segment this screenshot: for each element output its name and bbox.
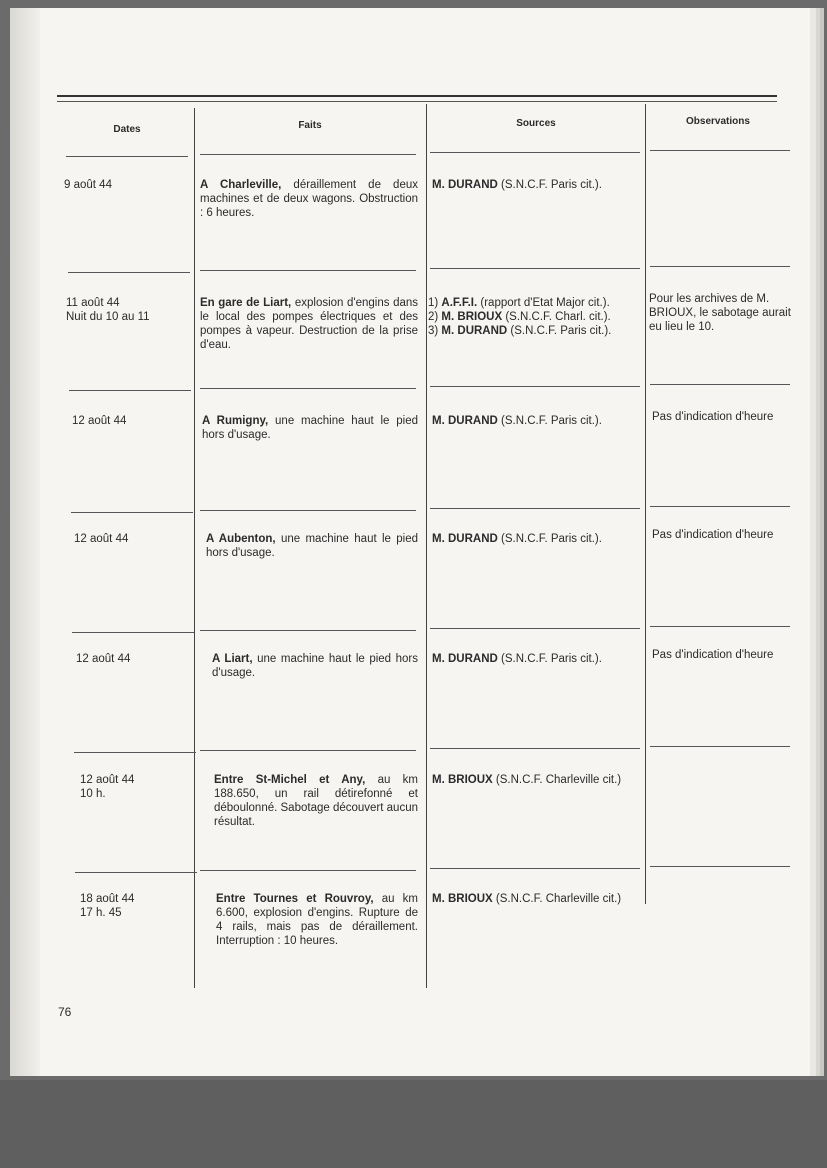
- row-separator: [200, 750, 416, 751]
- row-separator: [430, 508, 640, 509]
- row-separator: [74, 752, 196, 753]
- source-detail: (S.N.C.F. Paris cit.).: [497, 653, 602, 665]
- source-number: 1): [428, 297, 442, 309]
- fait-description: au km 6.600, explosion d'engins. Rupture de 4 rails, mais pas de déraillement. Interruption : 10 heures.: [216, 893, 418, 947]
- fait-description: explosion d'engins dans le local des pompes électriques et des pompes à vapeur. Destruction de la prise d'eau.: [200, 297, 419, 351]
- row-separator: [430, 868, 640, 869]
- row-separator: [650, 384, 790, 385]
- cell-date: [64, 178, 189, 192]
- fait-place: A Charleville,: [200, 179, 282, 191]
- row-separator: [650, 866, 790, 867]
- cell-observation: Pas d'indication d'heure: [652, 649, 774, 661]
- source-name: M. BRIOUX: [432, 893, 493, 905]
- cell-sources: [432, 532, 644, 546]
- row-separator: [650, 746, 790, 747]
- source-detail: (S.N.C.F. Paris cit.).: [497, 533, 602, 545]
- fait-place: En gare de Liart,: [200, 297, 292, 309]
- date-line: 12 août 44: [72, 415, 127, 427]
- cell-observation: Pas d'indication d'heure: [652, 529, 774, 541]
- fait-description: déraillement de deux machines et de deux wagons. Obstruction : 6 heures.: [200, 179, 418, 219]
- fait-place: Entre St-Michel et Any,: [214, 774, 366, 786]
- source-detail: (S.N.C.F. Charl. cit.).: [502, 311, 611, 323]
- cell-fait: [200, 178, 418, 220]
- table-top-rule: [57, 95, 777, 97]
- background-surface: [0, 1080, 827, 1168]
- row-separator: [71, 512, 193, 513]
- cell-date: [76, 652, 201, 666]
- date-line: 17 h. 45: [80, 907, 122, 919]
- date-line: 11 août 44: [66, 297, 120, 309]
- cell-date: [74, 532, 199, 546]
- source-line: [432, 178, 644, 192]
- cell-date: [72, 414, 197, 428]
- row-separator: [430, 152, 640, 153]
- fait-place: A Aubenton,: [206, 533, 276, 545]
- source-name: M. BRIOUX: [441, 311, 503, 323]
- cell-date: [80, 773, 205, 801]
- cell-fait: [206, 532, 418, 560]
- source-detail: (S.N.C.F. Paris cit.).: [497, 415, 602, 427]
- row-separator: [72, 632, 194, 633]
- source-line: [432, 892, 644, 906]
- date-line: 12 août 44: [76, 653, 131, 665]
- fait-place: A Rumigny,: [202, 415, 269, 427]
- row-separator: [200, 630, 416, 631]
- source-name: M. DURAND: [432, 533, 498, 545]
- source-name: M. DURAND: [432, 653, 498, 665]
- cell-sources: [432, 892, 644, 906]
- source-detail: (S.N.C.F. Paris cit.).: [507, 325, 612, 337]
- row-separator: [200, 870, 416, 871]
- column-divider-1: [194, 108, 195, 988]
- row-separator: [650, 506, 790, 507]
- column-divider-2: [426, 104, 427, 988]
- cell-sources: [432, 178, 644, 192]
- page-number: 76: [58, 1005, 72, 1019]
- row-separator: [650, 150, 790, 151]
- source-line: [432, 414, 644, 428]
- source-name: A.F.F.I.: [441, 297, 478, 309]
- fait-description: une machine haut le pied hors d'usage.: [212, 653, 418, 679]
- cell-fait: [212, 652, 418, 680]
- date-line: 12 août 44: [80, 774, 135, 786]
- source-detail: (S.N.C.F. Charleville cit.): [492, 774, 622, 786]
- row-separator: [75, 872, 197, 873]
- row-separator: [200, 270, 416, 271]
- source-line: [432, 652, 644, 666]
- date-line: 18 août 44: [80, 893, 135, 905]
- source-number: 3): [428, 325, 442, 337]
- fait-description: une machine haut le pied hors d'usage.: [206, 533, 418, 559]
- row-separator: [200, 388, 416, 389]
- cell-sources: [432, 414, 644, 428]
- cell-fait: [214, 773, 418, 829]
- source-detail: (S.N.C.F. Paris cit.).: [497, 179, 602, 191]
- source-detail: (S.N.C.F. Charleville cit.): [492, 893, 622, 905]
- source-name: M. DURAND: [432, 179, 498, 191]
- source-name: M. DURAND: [441, 325, 508, 337]
- row-separator: [650, 626, 790, 627]
- row-separator: [66, 156, 188, 157]
- cell-date: [66, 296, 191, 324]
- source-name: M. DURAND: [432, 415, 498, 427]
- date-line: 12 août 44: [74, 533, 129, 545]
- header-dates: Dates: [113, 124, 141, 135]
- cell-observation: Pas d'indication d'heure: [652, 411, 774, 423]
- date-line: Nuit du 10 au 11: [66, 311, 150, 323]
- fait-description: une machine haut le pied hors d'usage.: [202, 415, 418, 441]
- header-sources: Sources: [516, 118, 556, 129]
- cell-fait: [216, 892, 418, 948]
- source-line: [428, 296, 640, 310]
- date-line: 10 h.: [80, 788, 106, 800]
- source-detail: (rapport d'Etat Major cit.).: [477, 297, 610, 309]
- source-line: [432, 532, 644, 546]
- cell-sources: [428, 296, 640, 338]
- column-divider-3: [645, 104, 646, 904]
- fait-place: Entre Tournes et Rouvroy,: [216, 893, 374, 905]
- cell-observation: Pour les archives de M. BRIOUX, le sabotage aurait eu lieu le 10.: [649, 293, 791, 333]
- source-name: M. BRIOUX: [432, 774, 493, 786]
- source-line: [428, 324, 640, 338]
- table-top-rule-thin: [57, 101, 777, 102]
- cell-fait: [200, 296, 418, 352]
- cell-sources: [432, 652, 644, 666]
- source-line: [428, 310, 640, 324]
- page-shadow-edge: [10, 8, 40, 1076]
- source-number: 2): [428, 311, 442, 323]
- header-faits: Faits: [298, 120, 322, 131]
- date-line: 9 août 44: [64, 179, 112, 191]
- row-separator: [69, 390, 191, 391]
- row-separator: [430, 748, 640, 749]
- fait-place: A Liart,: [212, 653, 253, 665]
- header-observations: Observations: [686, 116, 750, 127]
- row-separator: [200, 154, 416, 155]
- row-separator: [650, 266, 790, 267]
- row-separator: [430, 386, 640, 387]
- row-separator: [430, 268, 640, 269]
- fait-description: au km 188.650, un rail détirefonné et déboulonné. Sabotage découvert aucun résultat.: [214, 774, 418, 828]
- row-separator: [200, 510, 416, 511]
- source-line: [432, 773, 644, 787]
- cell-sources: [432, 773, 644, 787]
- cell-fait: [202, 414, 418, 442]
- row-separator: [68, 272, 190, 273]
- row-separator: [430, 628, 640, 629]
- cell-date: [80, 892, 205, 920]
